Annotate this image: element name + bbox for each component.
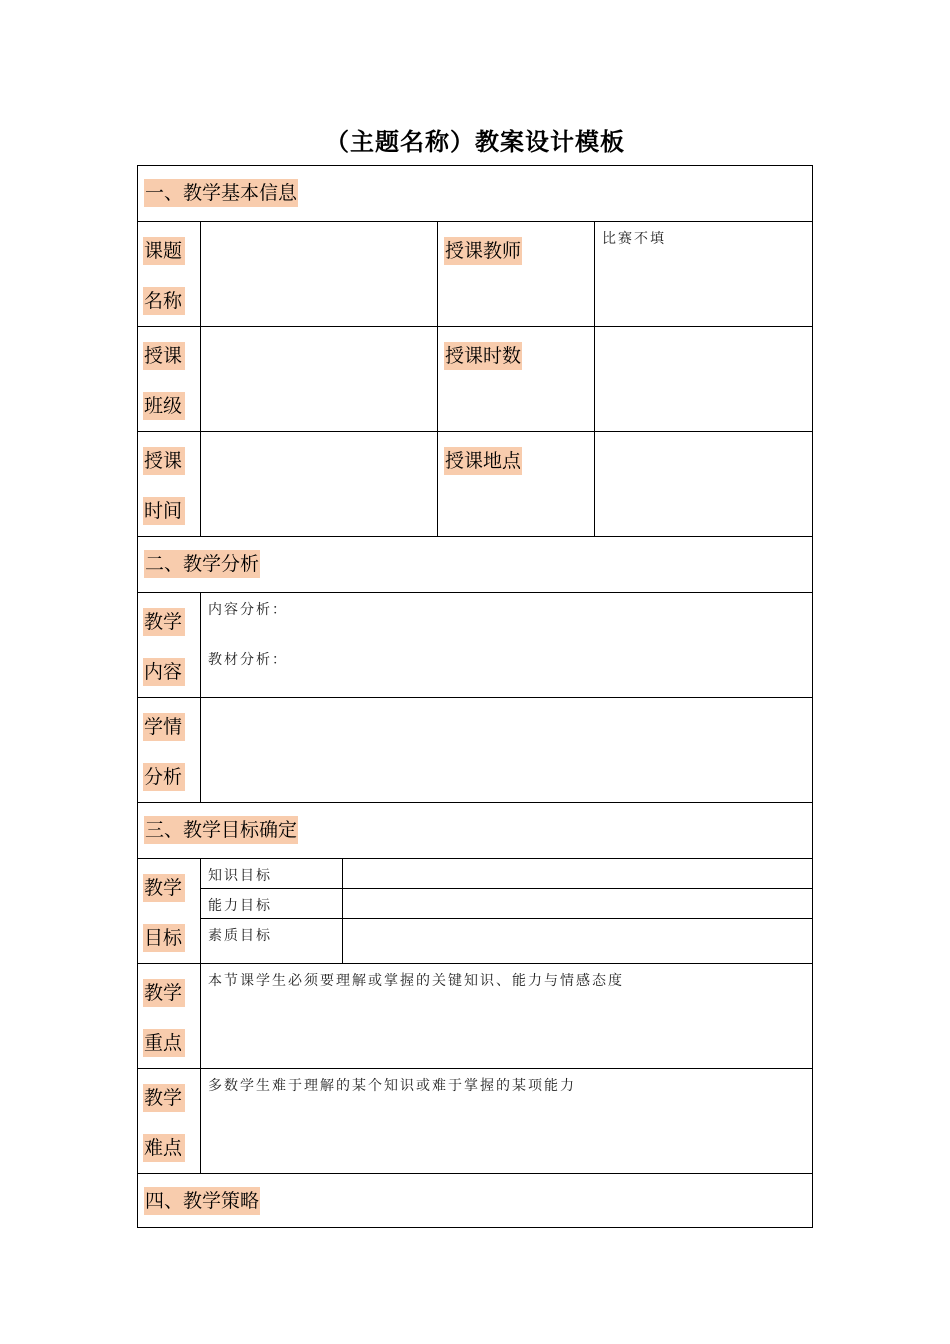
time-label-line2: 时间 — [143, 497, 185, 525]
place-label: 授课地点 — [444, 447, 522, 475]
topic-label-line1: 课题 — [143, 237, 185, 265]
key-label-line1: 教学 — [143, 979, 185, 1007]
student-value-cell[interactable] — [201, 698, 813, 803]
teacher-value-cell[interactable] — [595, 222, 813, 327]
difficult-points-text: 多数学生难于理解的某个知识或难于掌握的某项能力 — [208, 1078, 576, 1094]
key-points-text: 本节课学生必须要理解或掌握的关键知识、能力与情感态度 — [208, 973, 624, 989]
topic-label-cell — [138, 222, 201, 327]
teacher-label: 授课教师 — [444, 237, 522, 265]
ability-label-cell — [201, 889, 343, 919]
content-label-line2: 内容 — [143, 658, 185, 686]
student-label-line1: 学情 — [143, 713, 185, 741]
content-analysis-label: 内容分析： — [208, 602, 288, 618]
diff-value-cell[interactable] — [201, 1069, 813, 1174]
place-value-cell[interactable] — [595, 432, 813, 537]
section-title: 一、教学基本信息 — [144, 179, 298, 207]
topic-value-cell[interactable] — [201, 222, 438, 327]
diff-label-line2: 难点 — [143, 1134, 185, 1162]
ability-value-cell[interactable] — [343, 889, 813, 919]
content-value-cell[interactable] — [201, 593, 813, 698]
key-label-line2: 重点 — [143, 1029, 185, 1057]
teacher-note: 比赛不填 — [602, 231, 666, 247]
content-label-cell — [138, 593, 201, 698]
section-title: 四、教学策略 — [144, 1187, 260, 1215]
class-label-line2: 班级 — [143, 392, 185, 420]
lesson-plan-table — [137, 165, 813, 1228]
time-value-cell[interactable] — [201, 432, 438, 537]
section-title: 三、教学目标确定 — [144, 816, 298, 844]
hours-label-cell — [438, 327, 595, 432]
class-label-line1: 授课 — [143, 342, 185, 370]
time-label-line1: 授课 — [143, 447, 185, 475]
knowledge-value-cell[interactable] — [343, 859, 813, 889]
section-header-objectives — [138, 803, 813, 859]
ability-goal-label: 能力目标 — [208, 898, 272, 914]
section-header-analysis — [138, 537, 813, 593]
diff-label-line1: 教学 — [143, 1084, 185, 1112]
quality-goal-label: 素质目标 — [208, 928, 272, 944]
hours-value-cell[interactable] — [595, 327, 813, 432]
topic-label-line2: 名称 — [143, 287, 185, 315]
student-label-line2: 分析 — [143, 763, 185, 791]
goal-label-line2: 目标 — [143, 924, 185, 952]
section-header-basic-info — [138, 166, 813, 222]
student-label-cell — [138, 698, 201, 803]
quality-value-cell[interactable] — [343, 919, 813, 964]
key-value-cell[interactable] — [201, 964, 813, 1069]
material-analysis-label: 教材分析： — [208, 652, 288, 668]
knowledge-goal-label: 知识目标 — [208, 868, 272, 884]
key-label-cell — [138, 964, 201, 1069]
teacher-label-cell — [438, 222, 595, 327]
goal-label-cell — [138, 859, 201, 964]
goal-label-line1: 教学 — [143, 874, 185, 902]
quality-label-cell — [201, 919, 343, 964]
section-title: 二、教学分析 — [144, 550, 260, 578]
knowledge-label-cell — [201, 859, 343, 889]
diff-label-cell — [138, 1069, 201, 1174]
section-header-strategy — [138, 1174, 813, 1228]
content-label-line1: 教学 — [143, 608, 185, 636]
class-label-cell — [138, 327, 201, 432]
class-value-cell[interactable] — [201, 327, 438, 432]
place-label-cell — [438, 432, 595, 537]
page-title: （主题名称）教案设计模板 — [325, 128, 625, 156]
time-label-cell — [138, 432, 201, 537]
hours-label: 授课时数 — [444, 342, 522, 370]
